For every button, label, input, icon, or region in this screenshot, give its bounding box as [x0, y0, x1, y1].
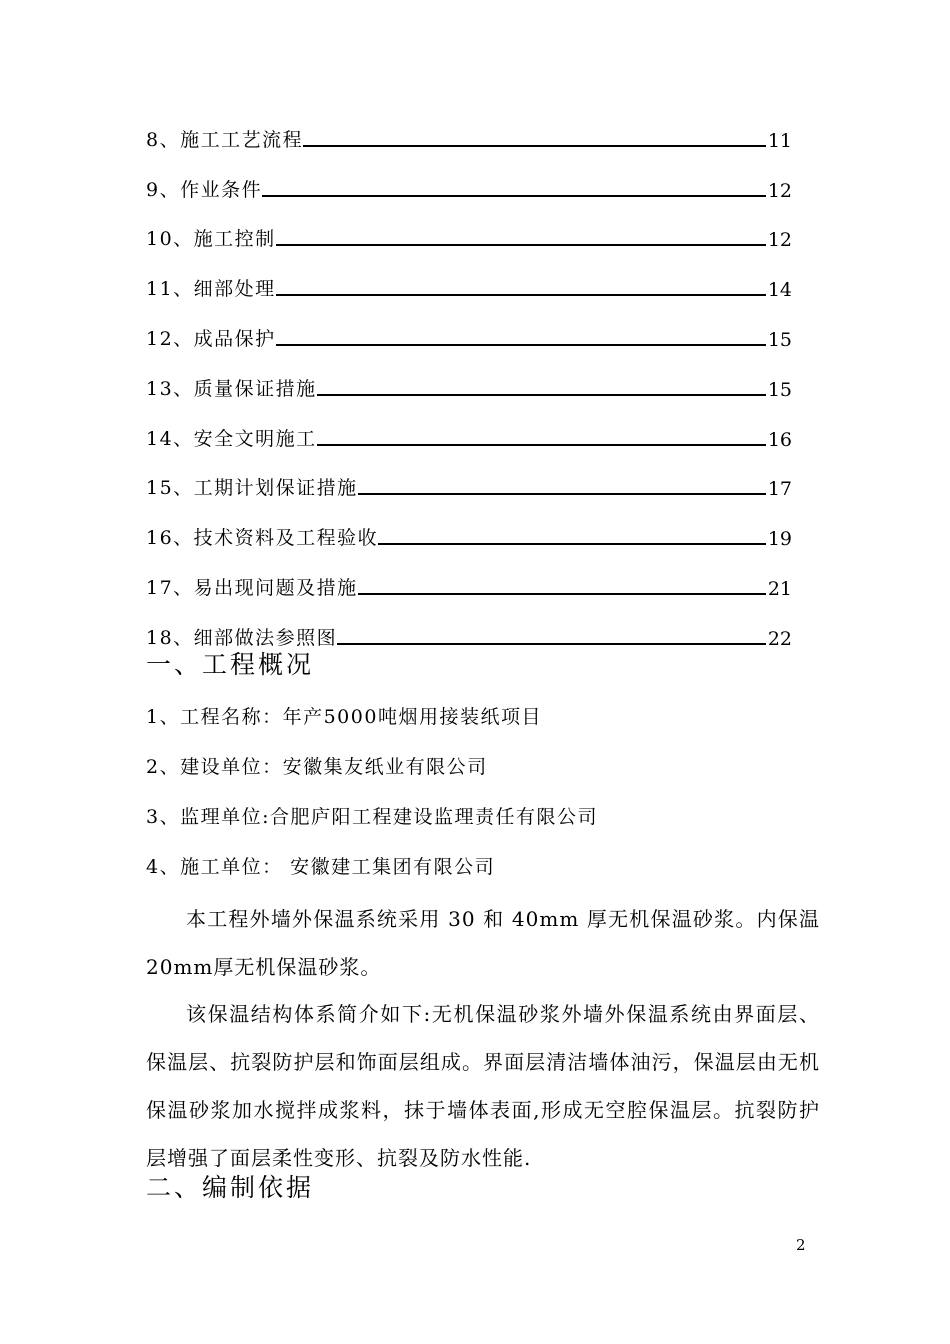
- toc-leader-line: [303, 144, 766, 147]
- toc-leader-line: [317, 443, 766, 446]
- toc-entry-title: 14、安全文明施工: [146, 427, 317, 450]
- toc-leader-line: [358, 492, 766, 495]
- toc-entry[interactable]: [146, 202, 792, 252]
- toc-entry-title: 10、施工控制: [146, 228, 276, 251]
- toc-entry[interactable]: [146, 550, 792, 600]
- toc-entry-title: 8、施工工艺流程: [146, 128, 304, 151]
- toc-entry[interactable]: [146, 351, 792, 401]
- toc-entry-title: 11、细部处理: [146, 278, 276, 301]
- project-info-list: [146, 702, 826, 902]
- toc-entry-page: 12: [767, 179, 792, 202]
- toc-entry-page: 22: [767, 627, 792, 650]
- toc-entry[interactable]: [146, 500, 792, 550]
- project-info-item: 1、工程名称：年产5000吨烟用接装纸项目: [146, 706, 542, 728]
- toc-entry[interactable]: [146, 152, 792, 202]
- section-heading-overview: 一、工程概况: [146, 650, 315, 679]
- toc-entry-page: 16: [767, 428, 792, 451]
- toc-leader-line: [276, 293, 766, 296]
- toc-entry[interactable]: [146, 301, 792, 351]
- project-info-item: 3、监理单位:合肥庐阳工程建设监理责任有限公司: [146, 806, 598, 828]
- toc-entry-page: 14: [767, 279, 792, 302]
- body-paragraph: 该保温结构体系简介如下:无机保温砂浆外墙外保温系统由界面层、保温层、抗裂防护层和饰面层组成。界面层清洁墙体油污，保温层由无机保温砂浆加水搅拌成浆料，抹于墙体表面,形成无空腔保温层。抗裂防护层增强了面层柔性变形、抗裂及防水性能.: [146, 1002, 820, 1170]
- toc-entry-page: 17: [767, 478, 792, 501]
- toc-leader-line: [276, 243, 766, 246]
- toc-entry[interactable]: [146, 451, 792, 501]
- project-info-item: 4、施工单位： 安徽建工集团有限公司: [146, 856, 496, 878]
- toc-entry-title: 12、成品保护: [146, 327, 276, 350]
- project-info-item: 2、建设单位：安徽集友纸业有限公司: [146, 756, 488, 778]
- body-paragraph: 本工程外墙外保温系统采用 30 和 40mm 厚无机保温砂浆。内保温20mm厚无机保温砂浆。: [146, 907, 820, 979]
- table-of-contents: [146, 102, 792, 650]
- toc-entry-page: 12: [767, 229, 792, 252]
- toc-entry-title: 9、作业条件: [146, 178, 263, 201]
- toc-leader-line: [317, 393, 766, 396]
- toc-entry-page: 15: [767, 328, 792, 351]
- toc-entry-title: 15、工期计划保证措施: [146, 477, 358, 500]
- toc-entry[interactable]: [146, 102, 792, 152]
- toc-entry-page: 15: [767, 378, 792, 401]
- toc-leader-line: [378, 542, 766, 545]
- toc-entry[interactable]: [146, 600, 792, 650]
- toc-entry-page: 21: [767, 577, 792, 600]
- toc-entry-page: 19: [767, 528, 792, 551]
- toc-entry[interactable]: [146, 251, 792, 301]
- toc-entry-title: 18、细部做法参照图: [146, 626, 338, 649]
- toc-leader-line: [337, 642, 766, 645]
- toc-entry-title: 16、技术资料及工程验收: [146, 527, 379, 550]
- toc-entry[interactable]: [146, 401, 792, 451]
- toc-leader-line: [276, 343, 766, 346]
- page-number: 2: [796, 1236, 806, 1254]
- toc-entry-title: 13、质量保证措施: [146, 377, 317, 400]
- toc-leader-line: [262, 194, 766, 197]
- section-heading-basis: 二、编制依据: [146, 1173, 315, 1202]
- toc-leader-line: [358, 592, 766, 595]
- toc-entry-page: 11: [767, 129, 792, 152]
- toc-entry-title: 17、易出现问题及措施: [146, 576, 358, 599]
